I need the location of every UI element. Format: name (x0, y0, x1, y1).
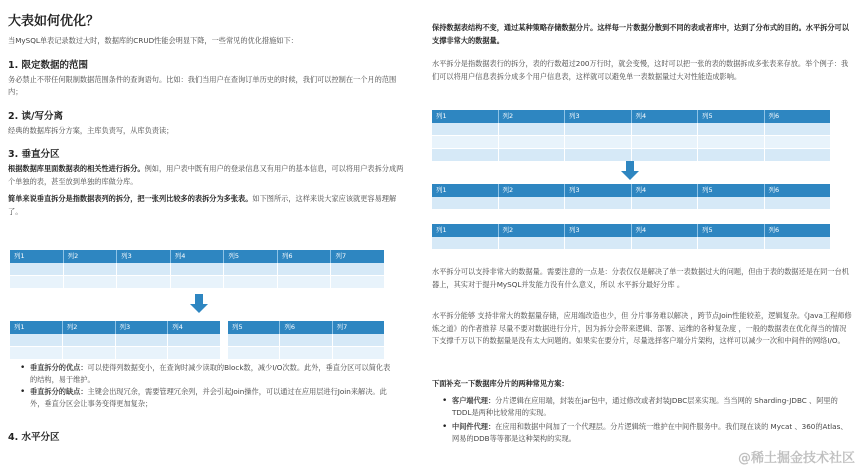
column-header: 列6 (768, 226, 780, 234)
column-header: 列1 (10, 250, 64, 263)
table-row (228, 347, 384, 360)
table-row (10, 276, 384, 289)
vertical-pros-cons-list (18, 362, 396, 410)
column-header: 列2 (64, 250, 118, 263)
shard-1-header (432, 184, 830, 197)
column-header: 列4 (632, 110, 699, 123)
table-row (10, 334, 220, 347)
watermark: @稀土掘金技术社区 (737, 451, 855, 466)
section-3-p1-bold: 根据数据库里面数据表的相关性进行拆分。 (8, 164, 145, 173)
column-header: 列1 (432, 224, 499, 237)
column-header: 列5 (224, 250, 278, 263)
sharding-solutions-list (440, 395, 852, 445)
list-item: • 中间件代理：在应用和数据中间加了一个代理层。分片逻辑统一维护在中间件服务中。我们现在谈的 Mycat 、360的Atlas、网易的DDB等等都是这种架构的实现。 (440, 421, 852, 445)
column-header: 列7 (335, 252, 347, 260)
horizontal-table-header (432, 110, 830, 123)
section-3-p2-bold: 简单来说垂直拆分是指数据表列的拆分，把一张列比较多的表拆分为多张表。 (8, 194, 253, 203)
page-title: 大表如何优化？ (8, 14, 100, 29)
column-header: 列3 (565, 110, 632, 123)
right-paragraph-2: 水平拆分是指数据表行的拆分，表的行数超过200万行时，就会变慢，这时可以把一张的表的数据拆成多张表来存放。举个例子：我们可以将用户信息表拆分成多个用户信息表，这样就可以避免单一表数据量过大对性能造成影响。 (432, 59, 849, 81)
section-3-heading: 3. 垂直分区 (8, 149, 60, 160)
section-2-text: 经典的数据库拆分方案，主库负责写，从库负责读； (8, 125, 174, 135)
column-header: 列4 (632, 184, 699, 197)
right-paragraph-4: 水平拆分能够 支持非常大的数据量存储，应用端改造也少，但 分片事务难以解决 ，跨节点Join性能较差，逻辑复杂。《Java工程师修炼之道》的作者推荐 尽量不要对数据进行分片，因为拆分会带来逻辑、部署、运维的各种复杂度 ，一般的数据表在优化得当的情况下支撑千万以下的数据量是没有太大问题的。如果实在要分片，尽量选择客户端分片架构，这样可以减少一次和中间件的网络I/O。 (432, 311, 852, 345)
section-4-heading: 4. 水平分区 (8, 432, 60, 443)
table-row (432, 197, 830, 210)
column-header: 列6 (768, 186, 780, 194)
column-header: 列5 (698, 184, 765, 197)
table-row (10, 263, 384, 276)
column-header: 列5 (228, 321, 280, 334)
list-item: • 垂直拆分的缺点：主键会出现冗余，需要管理冗余列，并会引起Join操作，可以通过在应用层进行Join来解决。此外，垂直分区会让事务变得更加复杂； (18, 386, 396, 410)
horizontal-table-shard-1 (432, 184, 830, 210)
right-paragraph-3: 水平拆分可以支持非常大的数据量。需要注意的一点是：分表仅仅是解决了单一表数据过大的问题，但由于表的数据还是在同一台机器上，其实对于提升MySQL并发能力没有什么意义，所以 水平拆分最好分库 。 (432, 267, 849, 289)
column-header: 列6 (278, 250, 332, 263)
section-1-heading: 1. 限定数据的范围 (8, 59, 89, 71)
right-paragraph-5-heading: 下面补充一下数据库分片的两种常见方案： (432, 379, 569, 388)
table-row (432, 136, 830, 149)
horizontal-table-shard-2 (432, 224, 830, 250)
column-header: 列1 (432, 110, 499, 123)
vertical-table-split-a (10, 321, 220, 360)
section-3-paragraph-2 (8, 193, 404, 218)
table-row (432, 237, 830, 250)
horizontal-table-original (432, 110, 830, 162)
column-header: 列4 (172, 323, 183, 331)
column-header: 列5 (698, 110, 765, 123)
column-header: 列4 (632, 224, 699, 237)
list-item: • 垂直拆分的优点：可以使得列数据变小，在查询时减少读取的Block数，减少I/O次数。此外，垂直分区可以简化表的结构，易于维护。 (18, 362, 396, 386)
column-header: 列5 (698, 224, 765, 237)
section-1-text: 务必禁止不带任何限制数据范围条件的查询语句。比如：我们当用户在查询订单历史的时候，我们可以控制在一个月的范围内； (8, 74, 397, 96)
column-header: 列6 (768, 112, 780, 120)
table-row (432, 123, 830, 136)
column-header: 列2 (499, 110, 566, 123)
section-2-heading: 2. 读/写分离 (8, 110, 63, 122)
column-header: 列2 (499, 184, 566, 197)
vertical-table-original (10, 250, 384, 289)
intro-text: 当MySQL单表记录数过大时，数据库的CRUD性能会明显下降，一些常见的优化措施如下： (8, 36, 298, 45)
section-3-p2-rest: 如下图所示，这样来说大家应该就更容易理解了。 (8, 194, 397, 216)
vertical-table-split-b (228, 321, 384, 360)
column-header: 列3 (565, 184, 632, 197)
column-header: 列1 (432, 184, 499, 197)
column-header: 列3 (117, 250, 171, 263)
right-paragraph-1: 保持数据表结构不变，通过某种策略存储数据分片。这样每一片数据分散到不同的表或者库中，达到了分布式的目的。水平拆分可以支撑非常大的数据量。 (432, 23, 849, 45)
split-a-header (10, 321, 220, 334)
table-row (10, 347, 220, 360)
column-header: 列3 (116, 321, 169, 334)
column-header: 列7 (336, 323, 348, 331)
section-3-p1-rest: 例如，用户表中既有用户的登录信息又有用户的基本信息，可以将用户表拆分成两个单独的表，甚至放到单独的库做分库。 (8, 164, 404, 186)
section-3-paragraph-1 (8, 163, 404, 188)
column-header: 列1 (10, 321, 63, 334)
left-column (8, 0, 404, 218)
column-header: 列3 (565, 224, 632, 237)
list-item: • 客户端代理：分片逻辑在应用端，封装在jar包中，通过修改或者封装JDBC层来实现。当当网的 Sharding-JDBC 、阿里的TDDL是两种比较常用的实现。 (440, 395, 852, 419)
column-header: 列4 (171, 250, 225, 263)
vertical-table-header (10, 250, 384, 263)
table-row (228, 334, 384, 347)
column-header: 列2 (499, 224, 566, 237)
column-header: 列6 (280, 321, 332, 334)
shard-2-header (432, 224, 830, 237)
column-header: 列2 (63, 321, 116, 334)
split-b-header (228, 321, 384, 334)
